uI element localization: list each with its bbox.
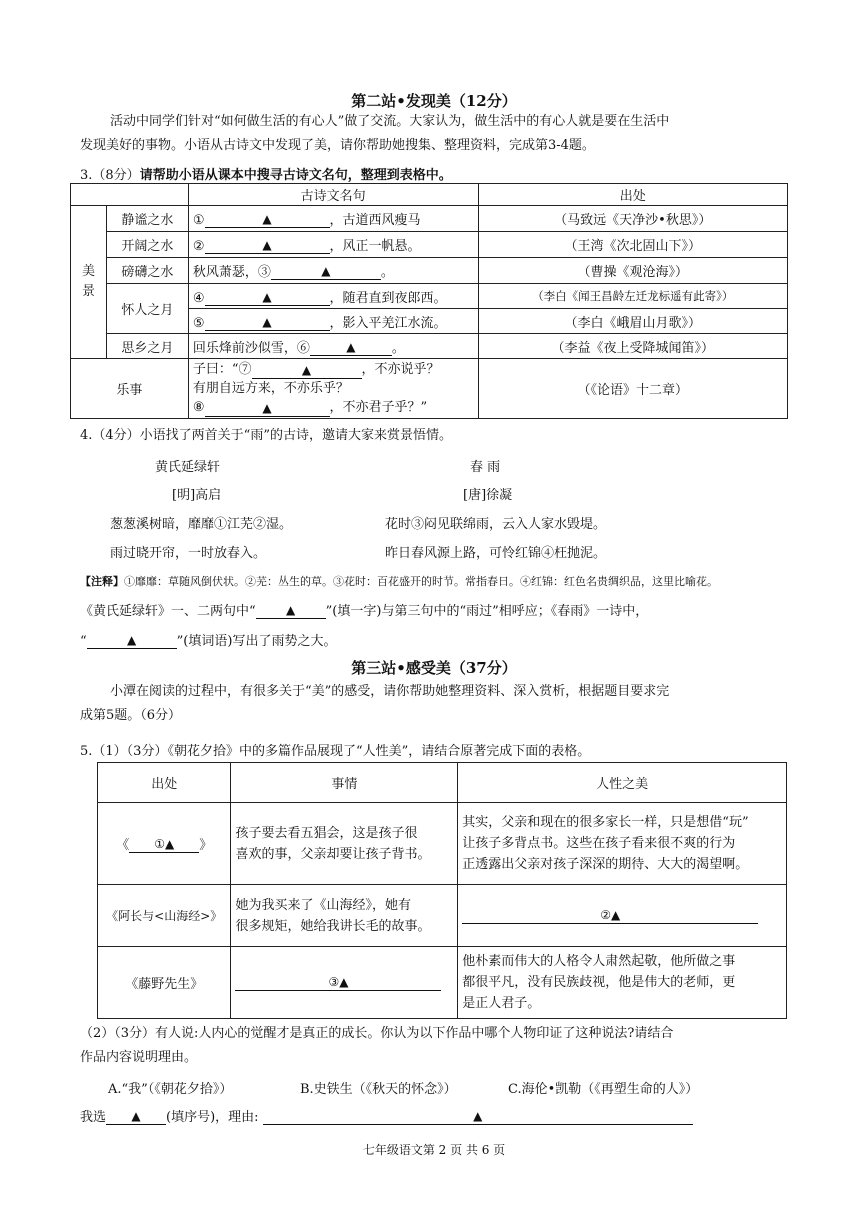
- table-row: 思乡之月 回乐烽前沙似雪，⑥ ▲ 。 （李益《夜上受降城闻笛》）: [71, 334, 788, 359]
- poem2-title: 春 雨: [470, 460, 501, 475]
- q5-answer-blank-1[interactable]: ①▲: [129, 837, 199, 853]
- q5-answer-blank-2[interactable]: ②▲: [462, 908, 758, 924]
- q3-answer-blank-4[interactable]: ▲: [205, 290, 330, 306]
- section2-title: 第二站•发现美（12分）: [351, 92, 517, 110]
- q4-notes: 【注释】①靡靡：草随风倒伏状。②芜：丛生的草。③花时：百花盛开的时节。常指春日。④红锦：红色名贵绸织品，这里比喻花。: [80, 575, 718, 588]
- q5-option-a: A.“我”（《朝花夕拾》）: [108, 1082, 233, 1097]
- poem1-line2: 雨过晓开帘，一时放春入。: [110, 546, 267, 561]
- table-row: 磅礴之水 秋风萧瑟，③ ▲ 。 （曹操《观沧海》）: [71, 258, 788, 284]
- q5-choice-blank[interactable]: ▲: [106, 1109, 166, 1125]
- poem2-line1: 花时③闷见联绵雨，云入人家水毁堤。: [385, 517, 607, 532]
- q3-answer-blank-7[interactable]: ▲: [252, 363, 362, 379]
- q4-answer-blank-1[interactable]: ▲: [256, 603, 326, 619]
- table-row: 乐事 子曰：“⑦ ▲ ，不亦说乎？ 有朋自远方来，不亦乐乎？ ⑧ ▲ ，不亦君子乎？” （《论语》十二章）: [71, 359, 788, 419]
- q5-reason-blank[interactable]: ▲: [263, 1109, 693, 1125]
- table-row: 《阿长与<山海经>》 她为我买来了《山海经》，她有 很多规矩，她给我讲长毛的故事。 ②▲: [98, 885, 787, 947]
- table-row: ⑤ ▲ ，影入平羌江水流。 （李白《峨眉山月歌》）: [71, 309, 788, 334]
- page-footer: 七年级语文第 2 页 共 6 页: [362, 1143, 506, 1157]
- poem2-line2: 昨日春风源上路，可怜红锦④枉抛泥。: [385, 546, 607, 561]
- q4-answer-blank-2[interactable]: ▲: [87, 633, 177, 649]
- q5-part1-prompt: 5.（1）（3分）《朝花夕拾》中的多篇作品展现了“人性美”，请结合原著完成下面的表格。: [80, 744, 591, 759]
- q3-header-source: 出处: [478, 184, 787, 206]
- q5-answer-line: 我选 ▲ (填序号)，理由: ▲: [80, 1106, 693, 1125]
- poem2-author: [唐]徐凝: [463, 488, 513, 503]
- q3-answer-blank-5[interactable]: ▲: [205, 315, 330, 331]
- q4-question-line2: “ ▲ ”(填词语)写出了雨势之大。: [80, 633, 337, 649]
- section2-intro-line1: 活动中同学们针对“如何做生活的有心人”做了交流。大家认为，做生活中的有心人就是要在生活中: [110, 114, 670, 129]
- table-row: 《 ①▲ 》 孩子要去看五猖会，这是孩子很 喜欢的事，父亲却要让孩子背书。 其实，父亲和现在的很多家长一样，只是想借“玩” 让孩子多背点书。这些在孩子看来很不爽的行为 正透露出父亲对孩子深深的期待、大大的渴望啊。: [98, 803, 787, 885]
- q3-answer-blank-6[interactable]: ▲: [310, 340, 392, 356]
- q5-part2-prompt-line2: 作品内容说明理由。: [80, 1050, 198, 1065]
- table-row: 美 景 静谧之水 ① ▲ ，古道西风瘦马 （马致远《天净沙•秋思》）: [71, 206, 788, 232]
- section3-title: 第三站•感受美（37分）: [351, 659, 517, 677]
- q4-prompt: 4.（4分）小语找了两首关于“雨”的古诗，邀请大家来赏景悟情。: [80, 428, 452, 443]
- q4-question-line1: 《黄氏延绿轩》一、二两句中“ ▲ ”(填一字)与第三句中的“雨过”相呼应；《春雨》一诗中，: [80, 603, 649, 619]
- section3-intro-line2: 成第5题。（6分）: [80, 708, 182, 723]
- q3-answer-blank-3[interactable]: ▲: [271, 264, 381, 280]
- poem1-line1: 葱葱溪树暗，靡靡①江芜②湿。: [110, 517, 293, 532]
- table-row: 《藤野先生》 ③▲ 他朴素而伟大的人格令人肃然起敬，他所做之事 都很平凡，没有民族歧视，他是伟大的老师，更 是正人君子。: [98, 947, 787, 1019]
- section2-intro-line2: 发现美好的事物。小语从古诗文中发现了美，请你帮助她搜集、整理资料，完成第3-4题。: [80, 138, 595, 153]
- q5-table: 出处 事情 人性之美 《 ①▲ 》 孩子要去看五猖会，这是孩子很 喜欢的事，父亲却要让孩子背书。 其实，父亲和现在的很多家长一样，只是想借“玩” 让孩子多背点书。这些在孩子看来很不爽的行为 正透露出父亲对孩子深深的期待、大大的渴望啊。 《阿长与<山海经>》 她为我买来了《山海经》，她有 很多规矩，她给我讲长毛的故事。 ②▲ 《藤野先生》 ③▲ 他朴素而伟大的人格令人肃然起敬，他所做之事 都很平凡，没有民族歧视，他是伟大的老师，更 是正人君子。: [97, 762, 787, 1019]
- q3-group-label: 美 景: [71, 206, 107, 359]
- q3-table: [70, 183, 788, 419]
- table-row: 开阔之水 ② ▲ ，风正一帆悬。 （王湾《次北固山下》）: [71, 232, 788, 258]
- q3-answer-blank-8[interactable]: ▲: [205, 401, 330, 417]
- q3-header-sentences: 古诗文名句: [188, 184, 478, 206]
- q5-option-c: C.海伦•凯勒（《再塑生命的人》）: [508, 1082, 699, 1097]
- q3-heading: 3.（8分）请帮助小语从课本中搜寻古诗文名句，整理到表格中。: [80, 168, 452, 183]
- q3-answer-blank-1[interactable]: ▲: [205, 212, 330, 228]
- poem1-author: [明]高启: [172, 488, 222, 503]
- poem1-title: 黄氏延绿轩: [155, 460, 221, 475]
- q3-answer-blank-2[interactable]: ▲: [205, 238, 330, 254]
- section3-intro-line1: 小潭在阅读的过程中，有很多关于“美”的感受，请你帮助她整理资料、深入赏析，根据题目要求完: [110, 684, 670, 699]
- q5-option-b: B.史铁生（《秋天的怀念》）: [300, 1082, 457, 1097]
- table-row: 怀人之月 ④ ▲ ，随君直到夜郎西。 （李白《闻王昌龄左迁龙标遥有此寄》）: [71, 284, 788, 309]
- q5-answer-blank-3[interactable]: ③▲: [235, 975, 441, 991]
- q5-part2-prompt-line1: （2）（3分）有人说:人内心的觉醒才是真正的成长。你认为以下作品中哪个人物印证了这种说法?请结合: [80, 1026, 674, 1041]
